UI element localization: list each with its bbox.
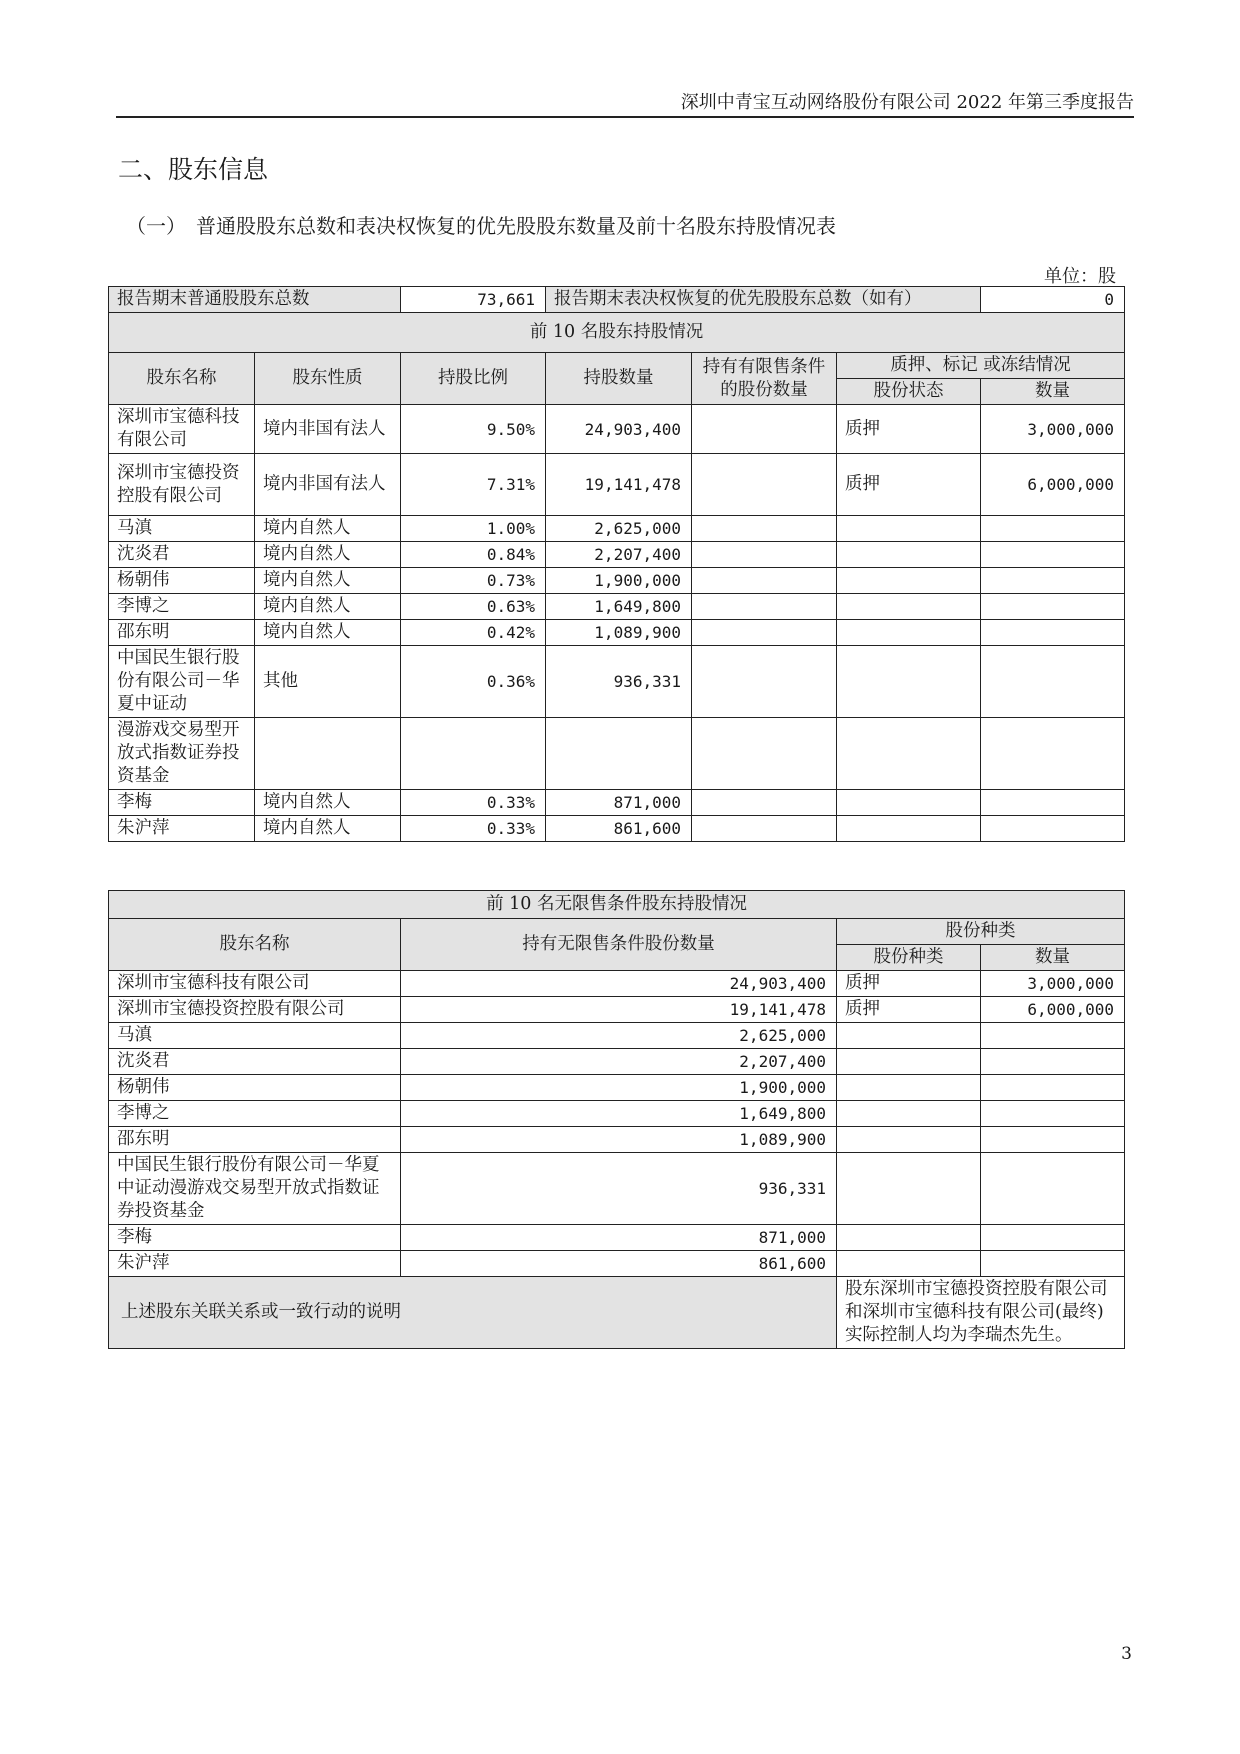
relationship-note-label: 上述股东关联关系或一致行动的说明 [109,1277,837,1349]
table-row [109,1127,1125,1153]
top10-title: 前 10 名股东持股情况 [109,313,1125,353]
section-header-row [109,313,1125,353]
holding-qty: 1,649,800 [546,594,692,620]
restricted-qty [692,620,837,646]
header-nature: 股东性质 [255,353,401,405]
shareholder-name: 李梅 [109,1225,401,1251]
share-amount [981,1101,1125,1127]
table-row [109,454,1125,516]
table-row [109,1023,1125,1049]
shareholder-name: 邵东明 [109,1127,401,1153]
holding-qty: 936,331 [546,646,692,718]
pledge-amount [981,568,1125,594]
shareholder-nature: 境内非国有法人 [255,454,401,516]
header-qty: 持股数量 [546,353,692,405]
share-amount [981,1075,1125,1101]
column-header-row [109,353,1125,379]
pledge-amount [981,594,1125,620]
table-row [109,594,1125,620]
holding-qty: 24,903,400 [546,405,692,454]
holding-ratio: 0.73% [401,568,546,594]
holding-ratio: 0.63% [401,594,546,620]
unrestricted-qty: 1,900,000 [401,1075,837,1101]
table-row [109,516,1125,542]
shareholder-nature [255,718,401,790]
shareholder-name: 杨朝伟 [109,1075,401,1101]
shareholder-nature: 境内自然人 [255,816,401,842]
pledge-amount [981,542,1125,568]
holding-qty: 1,089,900 [546,620,692,646]
shareholder-nature: 境内自然人 [255,790,401,816]
common-holders-label: 报告期末普通股股东总数 [109,287,401,313]
holding-ratio: 7.31% [401,454,546,516]
pledge-status: 质押 [837,405,981,454]
share-amount [981,1023,1125,1049]
holding-qty: 19,141,478 [546,454,692,516]
share-amount [981,1251,1125,1277]
holding-ratio: 0.33% [401,816,546,842]
pledge-status [837,516,981,542]
shareholder-nature: 境内自然人 [255,542,401,568]
table-row [109,646,1125,718]
shareholder-name: 深圳市宝德投资控股有限公司 [109,454,255,516]
top10-shareholders-table [108,286,1125,842]
shareholder-name: 马滇 [109,1023,401,1049]
unrestricted-qty: 936,331 [401,1153,837,1225]
holding-qty: 1,900,000 [546,568,692,594]
pledge-amount [981,646,1125,718]
unrestricted-qty: 1,089,900 [401,1127,837,1153]
holding-ratio: 0.36% [401,646,546,718]
header-type: 股份种类 [837,945,981,971]
holding-qty: 861,600 [546,816,692,842]
shareholder-name: 朱沪萍 [109,1251,401,1277]
table-row [109,816,1125,842]
pledge-status [837,646,981,718]
pledge-amount: 6,000,000 [981,454,1125,516]
unrestricted-qty: 19,141,478 [401,997,837,1023]
pref-holders-label: 报告期末表决权恢复的优先股股东总数（如有） [546,287,981,313]
restricted-qty [692,594,837,620]
share-type [837,1127,981,1153]
share-amount [981,1153,1125,1225]
shareholder-name: 漫游戏交易型开放式指数证券投资基金 [109,718,255,790]
header-amount: 数量 [981,379,1125,405]
header-type-group: 股份种类 [837,919,1125,945]
pledge-status [837,816,981,842]
section-title: 二、股东信息 [118,155,269,184]
holding-ratio: 9.50% [401,405,546,454]
header-amount: 数量 [981,945,1125,971]
pledge-amount [981,718,1125,790]
unit-label: 单位：股 [1044,266,1116,287]
pledge-amount [981,816,1125,842]
restricted-qty [692,516,837,542]
header-pledge-group: 质押、标记 或冻结情况 [837,353,1125,379]
holding-ratio [401,718,546,790]
shareholder-name: 朱沪萍 [109,816,255,842]
restricted-qty [692,405,837,454]
table-row [109,971,1125,997]
common-holders-value: 73,661 [401,287,546,313]
table-row [109,1075,1125,1101]
shareholder-nature: 境内非国有法人 [255,405,401,454]
table-row [109,405,1125,454]
table-row [109,718,1125,790]
table-row [109,620,1125,646]
shareholder-name: 李博之 [109,1101,401,1127]
shareholder-name: 杨朝伟 [109,568,255,594]
table-row [109,1153,1125,1225]
shareholder-name: 深圳市宝德科技有限公司 [109,971,401,997]
subsection-number: （一） [126,214,186,238]
share-type [837,1101,981,1127]
shareholder-nature: 境内自然人 [255,594,401,620]
holding-ratio: 1.00% [401,516,546,542]
restricted-qty [692,454,837,516]
table-row [109,1049,1125,1075]
holding-qty: 2,207,400 [546,542,692,568]
unrestricted-qty: 2,207,400 [401,1049,837,1075]
holding-ratio: 0.42% [401,620,546,646]
column-header-row [109,919,1125,945]
unrestricted-qty: 24,903,400 [401,971,837,997]
holding-ratio: 0.84% [401,542,546,568]
pledge-amount [981,516,1125,542]
pledge-status [837,620,981,646]
header-status: 股份状态 [837,379,981,405]
share-type [837,1075,981,1101]
pref-holders-value: 0 [981,287,1125,313]
shareholder-name: 马滇 [109,516,255,542]
restricted-qty [692,718,837,790]
pledge-status [837,718,981,790]
section-header-row [109,891,1125,919]
pledge-amount [981,620,1125,646]
shareholder-nature: 境内自然人 [255,568,401,594]
table-row [109,1251,1125,1277]
relationship-note-text: 股东深圳市宝德投资控股有限公司和深圳市宝德科技有限公司(最终)实际控制人均为李瑞杰先生。 [837,1277,1125,1349]
pledge-status [837,542,981,568]
restricted-qty [692,816,837,842]
share-type [837,1225,981,1251]
shareholder-name: 李梅 [109,790,255,816]
unrestricted-qty: 861,600 [401,1251,837,1277]
header-name: 股东名称 [109,353,255,405]
page-number: 3 [1121,1644,1132,1664]
share-type: 质押 [837,997,981,1023]
pledge-amount: 3,000,000 [981,405,1125,454]
header-name: 股东名称 [109,919,401,971]
header-qty: 持有无限售条件股份数量 [401,919,837,971]
pledge-status [837,790,981,816]
share-amount [981,1127,1125,1153]
share-type [837,1153,981,1225]
shareholder-name: 深圳市宝德投资控股有限公司 [109,997,401,1023]
shareholder-nature: 境内自然人 [255,516,401,542]
pledge-status [837,594,981,620]
subsection-title [126,210,836,239]
restricted-qty [692,568,837,594]
restricted-qty [692,646,837,718]
header-divider [116,116,1134,118]
holding-qty: 871,000 [546,790,692,816]
header-ratio: 持股比例 [401,353,546,405]
unrestricted-shareholders-table [108,890,1125,1349]
table-row [109,1225,1125,1251]
holding-qty [546,718,692,790]
share-amount [981,1049,1125,1075]
relationship-note-row [109,1277,1125,1349]
pledge-amount [981,790,1125,816]
pledge-status [837,568,981,594]
share-type [837,1049,981,1075]
unrestricted-qty: 1,649,800 [401,1101,837,1127]
shareholder-nature: 其他 [255,646,401,718]
unrestricted-title: 前 10 名无限售条件股东持股情况 [109,891,1125,919]
share-type [837,1251,981,1277]
subsection-text: 普通股股东总数和表决权恢复的优先股股东数量及前十名股东持股情况表 [196,214,836,238]
pledge-status: 质押 [837,454,981,516]
shareholder-name: 李博之 [109,594,255,620]
share-type [837,1023,981,1049]
table-row [109,1101,1125,1127]
summary-row [109,287,1125,313]
unrestricted-qty: 2,625,000 [401,1023,837,1049]
restricted-qty [692,790,837,816]
report-header-title: 深圳中青宝互动网络股份有限公司 2022 年第三季度报告 [680,92,1134,113]
shareholder-nature: 境内自然人 [255,620,401,646]
table-row [109,790,1125,816]
shareholder-name: 中国民生银行股份有限公司－华夏中证动 [109,646,255,718]
unrestricted-qty: 871,000 [401,1225,837,1251]
holding-qty: 2,625,000 [546,516,692,542]
share-amount: 3,000,000 [981,971,1125,997]
shareholder-name: 沈炎君 [109,1049,401,1075]
shareholder-name: 邵东明 [109,620,255,646]
table-row [109,997,1125,1023]
table-row [109,542,1125,568]
share-amount [981,1225,1125,1251]
header-restricted: 持有有限售条件的股份数量 [692,353,837,405]
holding-ratio: 0.33% [401,790,546,816]
shareholder-name: 中国民生银行股份有限公司－华夏中证动漫游戏交易型开放式指数证券投资基金 [109,1153,401,1225]
share-type: 质押 [837,971,981,997]
share-amount: 6,000,000 [981,997,1125,1023]
restricted-qty [692,542,837,568]
shareholder-name: 沈炎君 [109,542,255,568]
shareholder-name: 深圳市宝德科技有限公司 [109,405,255,454]
table-row [109,568,1125,594]
